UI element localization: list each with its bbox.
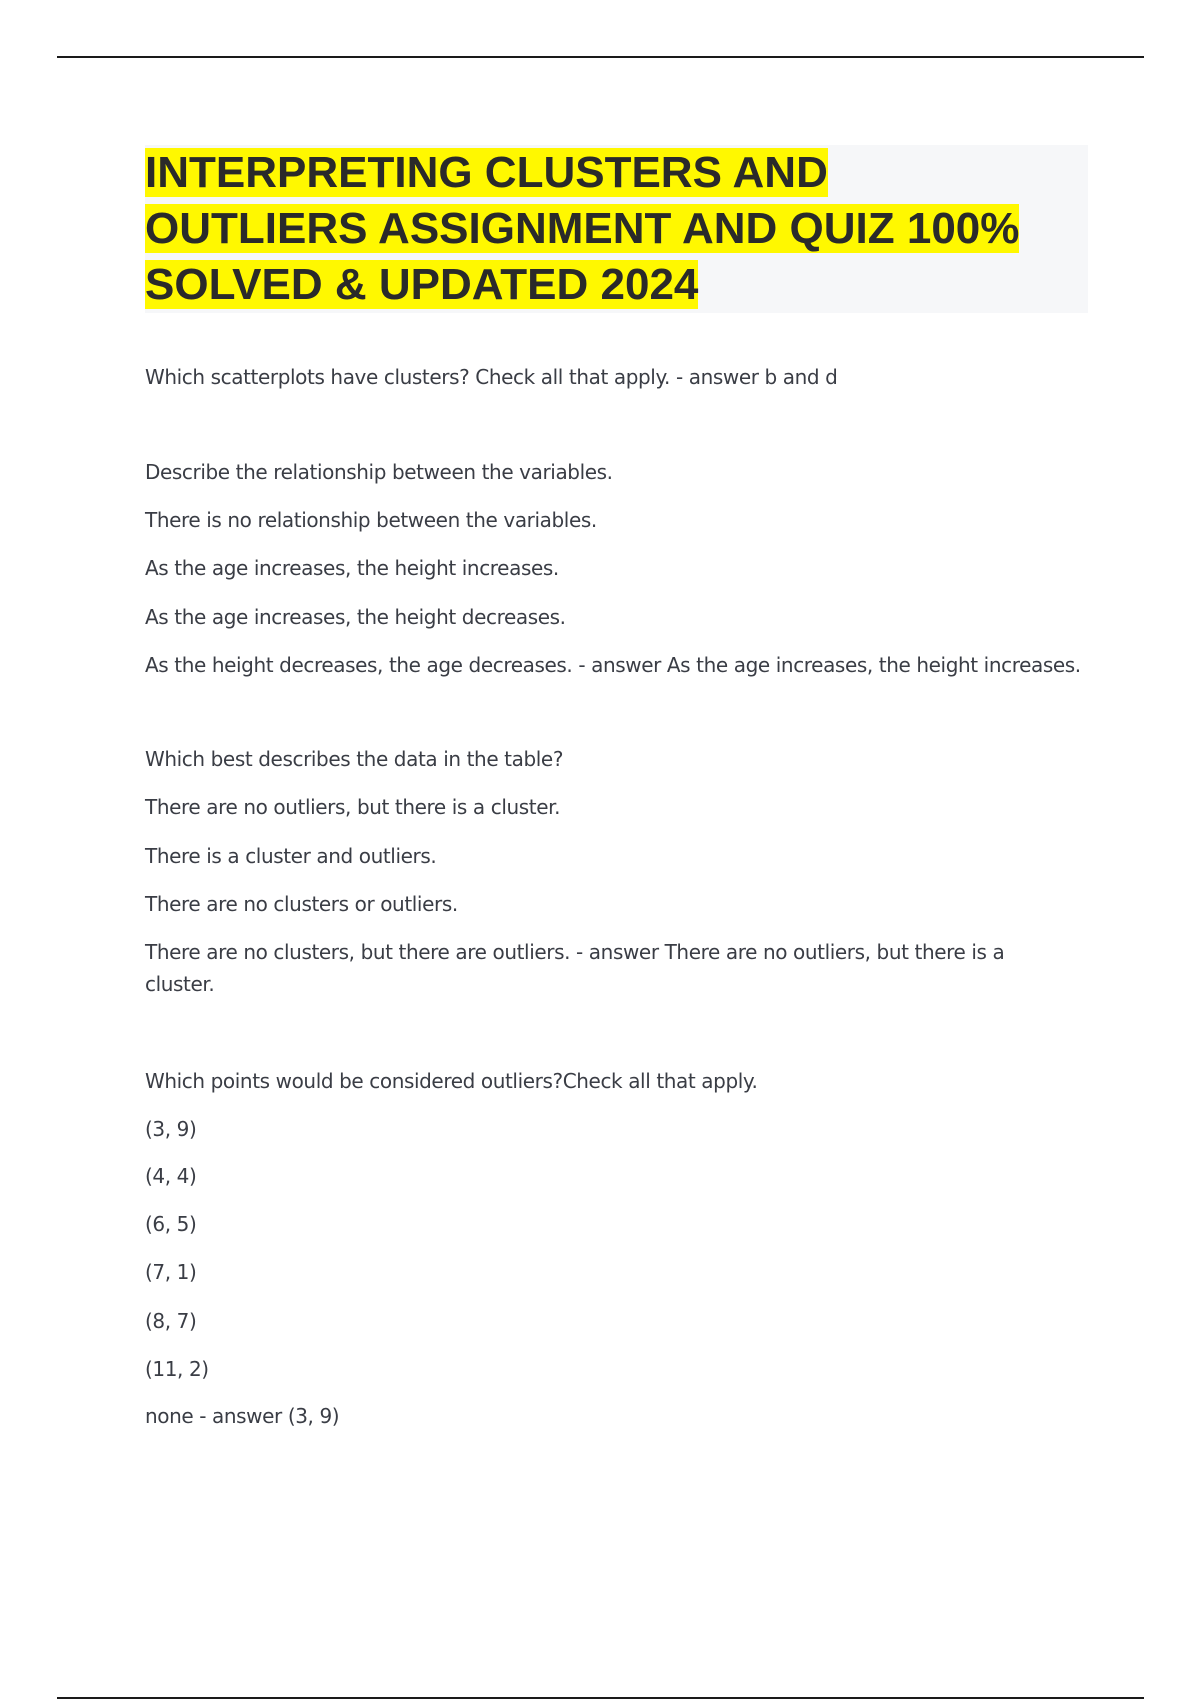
question-1-prompt: Which scatterplots have clusters? Check all that apply. - answer b and d xyxy=(145,365,838,389)
question-2-option: As the age increases, the height decreases. xyxy=(145,605,566,629)
header-rule xyxy=(57,56,1144,58)
question-4-option: (6, 5) xyxy=(145,1212,197,1236)
document-title xyxy=(145,145,1045,313)
question-2-prompt: Describe the relationship between the variables. xyxy=(145,460,613,484)
question-4-option: (11, 2) xyxy=(145,1357,209,1381)
question-4-option: (7, 1) xyxy=(145,1260,197,1284)
question-4-option: (8, 7) xyxy=(145,1309,197,1333)
footer-rule xyxy=(57,1697,1144,1699)
question-3-option: There are no outliers, but there is a cluster. xyxy=(145,795,561,819)
question-4-option-with-answer: none - answer (3, 9) xyxy=(145,1404,340,1428)
question-4-prompt: Which points would be considered outliers?Check all that apply. xyxy=(145,1069,758,1093)
question-2-option: There is no relationship between the variables. xyxy=(145,508,597,532)
question-4-option: (3, 9) xyxy=(145,1117,197,1141)
title-highlight: INTERPRETING CLUSTERS AND OUTLIERS ASSIGNMENT AND QUIZ 100% SOLVED & UPDATED 2024 xyxy=(145,148,1020,309)
question-3-option: There is a cluster and outliers. xyxy=(145,844,437,868)
question-3-option: There are no clusters or outliers. xyxy=(145,892,458,916)
question-2-option: As the age increases, the height increases. xyxy=(145,556,559,580)
question-3-option-with-answer: There are no clusters, but there are outliers. - answer There are no outliers, but there is a cluster. xyxy=(145,940,1005,996)
question-3-prompt: Which best describes the data in the table? xyxy=(145,747,564,771)
question-4-option: (4, 4) xyxy=(145,1164,197,1188)
question-2-option-with-answer: As the height decreases, the age decreases. - answer As the age increases, the height increases. xyxy=(145,653,1081,677)
